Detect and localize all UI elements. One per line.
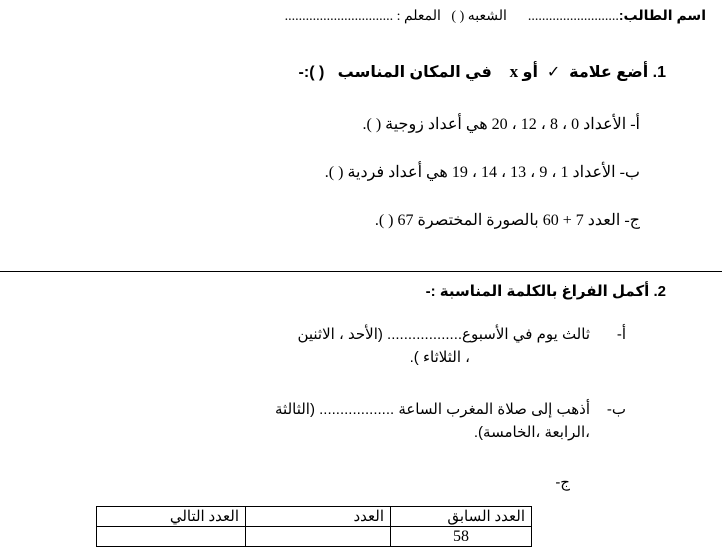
q2-item-a-line2: ، الثلاثاء ). — [409, 349, 470, 366]
q2-item-b-letter: ب- — [606, 401, 626, 418]
student-name-blank[interactable]: .......................... — [527, 9, 619, 24]
q2-item-c-letter: ج- — [555, 474, 570, 491]
table-cell-next[interactable] — [97, 527, 246, 547]
q2-item-a-line1: ثالث يوم في الأسبوع.................. (الأحد ، الاثنين — [297, 326, 590, 343]
section-divider — [0, 271, 722, 272]
q2-number: 2. — [653, 283, 666, 300]
table-header-row — [97, 507, 532, 527]
q2-item-a-letter: أ- — [616, 326, 626, 343]
class-label: الشعبه ( ) — [451, 9, 507, 24]
table-header-number: العدد — [246, 507, 391, 527]
table-cell-number[interactable] — [246, 527, 391, 547]
q1-title-paren: ( ):- — [298, 64, 325, 81]
check-mark-icon: ✓ — [546, 64, 561, 81]
teacher-label: المعلم : ............................... — [284, 9, 441, 24]
q2-item-b-line2: ،الرابعة ،الخامسة). — [473, 424, 590, 441]
header-line — [285, 7, 706, 25]
table-header-previous: العدد السابق — [391, 507, 532, 527]
q1-item-b: ب- الأعداد 1 ، 9 ، 13 ، 14 ، 19 هي أعداد فردية ( ). — [324, 164, 640, 181]
q1-title-or: أو — [522, 64, 538, 81]
table-cell-previous: 58 — [391, 527, 532, 547]
q1-item-c: ج- العدد 7 + 60 بالصورة المختصرة 67 ( ). — [374, 212, 640, 229]
student-name-label: اسم الطالب: — [618, 7, 706, 23]
answer-table — [96, 506, 532, 547]
q1-title-part-b: في المكان المناسب — [337, 64, 492, 81]
q1-item-a: أ- الأعداد 0 ، 8 ، 12 ، 20 هي أعداد زوجية ( ). — [362, 116, 640, 133]
q2-title-text: أكمل الفراغ بالكلمة المناسبة :- — [425, 283, 650, 300]
q1-number: 1. — [652, 64, 666, 81]
table-header-next: العدد التالي — [97, 507, 246, 527]
q2-title — [426, 282, 666, 300]
q1-title-part-a: أضع علامة — [569, 64, 649, 81]
q2-item-b-line1: أذهب إلى صلاة المغرب الساعة .................. (الثالثة — [275, 401, 590, 418]
x-mark-icon: x — [509, 62, 519, 81]
table-row — [97, 527, 532, 547]
q1-title — [299, 62, 666, 82]
